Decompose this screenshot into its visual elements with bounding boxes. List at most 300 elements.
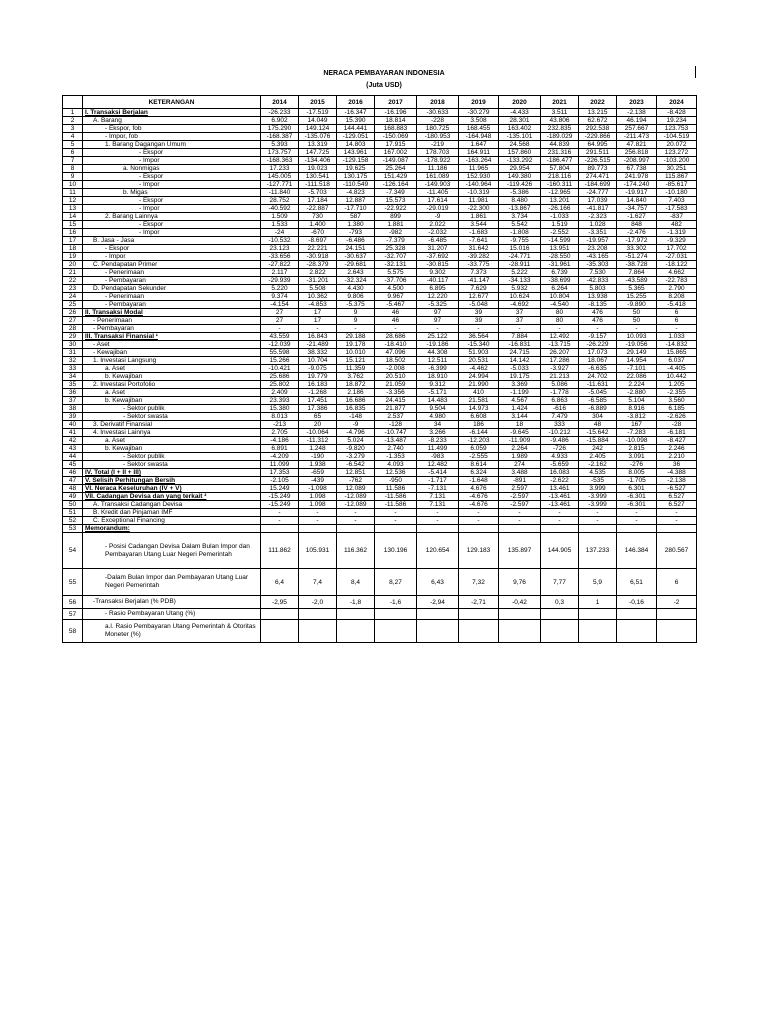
value-cell: -19.056 (617, 341, 657, 349)
value-cell: -1.033 (541, 213, 579, 221)
value-cell: -983 (417, 453, 459, 461)
value-cell: 13.938 (579, 293, 617, 301)
value-cell: -5.659 (541, 461, 579, 469)
value-cell: 28.301 (499, 117, 541, 125)
row-number: 37 (63, 397, 83, 405)
value-cell: 135.897 (499, 533, 541, 569)
value-cell: -208.997 (617, 157, 657, 165)
value-cell: -1.808 (499, 229, 541, 237)
row-label: - Penerimaan (83, 293, 261, 301)
row-label: 2. Barang Lainnya (83, 213, 261, 221)
value-cell: 2.815 (617, 445, 657, 453)
value-cell: 6,51 (617, 569, 657, 596)
value-cell (375, 620, 417, 643)
value-cell: -9 (417, 213, 459, 221)
value-cell: 5.393 (261, 141, 299, 149)
value-cell: 2.405 (579, 453, 617, 461)
value-cell: - (337, 325, 375, 333)
row-number: 10 (63, 181, 83, 189)
value-cell: 15.016 (499, 245, 541, 253)
value-cell: -7.349 (375, 189, 417, 197)
value-cell: -11.586 (375, 493, 417, 501)
value-cell: 11.586 (375, 485, 417, 493)
value-cell: 257.667 (617, 125, 657, 133)
value-cell: -8.135 (579, 301, 617, 309)
value-cell: 11.499 (417, 445, 459, 453)
value-cell: 4.500 (375, 285, 417, 293)
value-cell: - (499, 325, 541, 333)
table-row (63, 213, 697, 221)
value-cell: 9.374 (261, 293, 299, 301)
value-cell: 9.302 (417, 269, 459, 277)
row-label: B. Jasa - Jasa (83, 237, 261, 245)
row-number: 47 (63, 477, 83, 485)
value-cell: 11.359 (337, 365, 375, 373)
header-year: 2021 (541, 96, 579, 109)
row-number: 16 (63, 229, 83, 237)
row-label: Memorandum: (83, 525, 261, 533)
value-cell: 17.353 (261, 469, 299, 477)
value-cell: 18.872 (337, 381, 375, 389)
value-cell: -5.375 (337, 301, 375, 309)
row-number: 31 (63, 349, 83, 357)
value-cell: -31.961 (541, 261, 579, 269)
value-cell: 587 (337, 213, 375, 221)
row-number: 38 (63, 405, 83, 413)
value-cell (579, 609, 617, 620)
value-cell: 1.989 (499, 453, 541, 461)
value-cell: -26.229 (579, 341, 617, 349)
value-cell: -7.131 (417, 485, 459, 493)
value-cell: 12.887 (337, 197, 375, 205)
value-cell: -2.622 (541, 477, 579, 485)
table-row (63, 285, 697, 293)
row-label: - Ekspor (83, 149, 261, 157)
value-cell: 39 (459, 317, 499, 325)
value-cell: 482 (657, 221, 697, 229)
value-cell: -4.540 (541, 301, 579, 309)
value-cell: - (541, 509, 579, 517)
table-row (63, 477, 697, 485)
value-cell: -17.972 (617, 237, 657, 245)
value-cell: -439 (299, 477, 337, 485)
row-number: 27 (63, 317, 83, 325)
value-cell: 6.863 (541, 397, 579, 405)
value-cell: 18.814 (375, 117, 417, 125)
value-cell: -10.747 (375, 429, 417, 437)
value-cell: 24.715 (499, 349, 541, 357)
table-row (63, 125, 697, 133)
value-cell: -4.676 (459, 493, 499, 501)
value-cell: -104.519 (657, 133, 697, 141)
value-cell: -14.599 (541, 237, 579, 245)
row-label: a. Aset (83, 365, 261, 373)
header-year: 2014 (261, 96, 299, 109)
value-cell: 64.995 (579, 141, 617, 149)
value-cell: 12.220 (417, 293, 459, 301)
value-cell: 17.702 (657, 245, 697, 253)
value-cell: -5.418 (657, 301, 697, 309)
value-cell: -2,71 (459, 596, 499, 609)
value-cell: 28.752 (261, 197, 299, 205)
table-row (63, 501, 697, 509)
value-cell: 25.686 (261, 373, 299, 381)
value-cell: -33.656 (261, 253, 299, 261)
value-cell: 11.981 (459, 197, 499, 205)
value-cell: -9.157 (579, 333, 617, 341)
value-cell: - (375, 509, 417, 517)
value-cell: 24.702 (579, 373, 617, 381)
value-cell: -38.728 (617, 261, 657, 269)
value-cell: 17 (299, 317, 337, 325)
value-cell: 24.568 (499, 141, 541, 149)
value-cell: 5,9 (579, 569, 617, 596)
value-cell: 168.883 (375, 125, 417, 133)
value-cell: 1.033 (657, 333, 697, 341)
value-cell: -17.519 (299, 109, 337, 117)
row-label: - Sektor publik (83, 405, 261, 413)
value-cell: -51.274 (617, 253, 657, 261)
value-cell: -2,0 (299, 596, 337, 609)
value-cell: 9.806 (337, 293, 375, 301)
value-cell: -22.300 (459, 205, 499, 213)
value-cell: 6.059 (459, 445, 499, 453)
value-cell: 0,3 (541, 596, 579, 609)
value-cell: 899 (375, 213, 417, 221)
value-cell: 29.188 (337, 333, 375, 341)
header-keterangan: KETERANGAN (83, 96, 261, 109)
value-cell: -11.909 (499, 437, 541, 445)
value-cell: 29.954 (499, 165, 541, 173)
value-cell: -128 (375, 421, 417, 429)
value-cell: -18.122 (657, 261, 697, 269)
value-cell: 4.933 (541, 453, 579, 461)
value-cell: -11.405 (417, 189, 459, 197)
table-row (63, 133, 697, 141)
value-cell: 25.122 (417, 333, 459, 341)
value-cell: 20.510 (375, 373, 417, 381)
value-cell (459, 525, 499, 533)
table-row (63, 469, 697, 477)
header-year: 2023 (617, 96, 657, 109)
value-cell: - (541, 517, 579, 525)
table-row (63, 389, 697, 397)
value-cell: 25.328 (375, 245, 417, 253)
value-cell: 38.332 (299, 349, 337, 357)
table-row (63, 245, 697, 253)
value-cell: -229.866 (579, 133, 617, 141)
value-cell: - (417, 509, 459, 517)
table-row (63, 317, 697, 325)
value-cell: -6.585 (579, 397, 617, 405)
value-cell: -2.626 (657, 413, 697, 421)
value-cell: 11.099 (261, 461, 299, 469)
value-cell: -30.637 (337, 253, 375, 261)
value-cell: 15.865 (657, 349, 697, 357)
value-cell: -10.421 (261, 365, 299, 373)
value-cell (299, 620, 337, 643)
value-cell: 14.142 (499, 357, 541, 365)
value-cell: -15.340 (459, 341, 499, 349)
table-row (63, 333, 697, 341)
value-cell: -10.212 (541, 429, 579, 437)
row-number: 54 (63, 533, 83, 569)
row-label: a. Aset (83, 389, 261, 397)
value-cell: 232.835 (541, 125, 579, 133)
value-cell: 1.861 (459, 213, 499, 221)
value-cell: -5.467 (375, 301, 417, 309)
value-cell: - (375, 517, 417, 525)
value-cell: -16.347 (337, 109, 375, 117)
value-cell: -2.138 (617, 109, 657, 117)
value-cell: -6.542 (337, 461, 375, 469)
value-cell: 4.662 (657, 269, 697, 277)
row-number: 20 (63, 261, 83, 269)
value-cell (499, 525, 541, 533)
table-row (63, 229, 697, 237)
row-label: - Impor, fob (83, 133, 261, 141)
value-cell: 3.144 (499, 413, 541, 421)
value-cell: 1.424 (499, 405, 541, 413)
value-cell: 16.843 (299, 333, 337, 341)
value-cell: - (579, 509, 617, 517)
value-cell: 292.538 (579, 125, 617, 133)
row-label: - Ekspor, fob (83, 125, 261, 133)
value-cell: 16.183 (299, 381, 337, 389)
value-cell: 3.266 (417, 429, 459, 437)
table-row (63, 277, 697, 285)
value-cell: - (499, 509, 541, 517)
value-cell: -5.048 (459, 301, 499, 309)
value-cell: -34.133 (499, 277, 541, 285)
value-cell: -6.301 (617, 501, 657, 509)
value-cell: 46.194 (617, 117, 657, 125)
value-cell: -129.158 (337, 157, 375, 165)
value-cell: 12.089 (337, 485, 375, 493)
row-label: b. Migas (83, 189, 261, 197)
value-cell: -6.527 (657, 485, 697, 493)
table-row (63, 149, 697, 157)
value-cell: 50 (617, 309, 657, 317)
table-row (63, 189, 697, 197)
value-cell: 164.911 (459, 149, 499, 157)
table-row (63, 569, 697, 596)
value-cell: 123.753 (657, 125, 697, 133)
value-cell: -38.699 (541, 277, 579, 285)
value-cell: -6.635 (579, 365, 617, 373)
value-cell: 130.541 (299, 173, 337, 181)
value-cell: 50 (617, 317, 657, 325)
value-cell: 1.098 (299, 493, 337, 501)
table-row (63, 309, 697, 317)
value-cell: -12.089 (337, 501, 375, 509)
row-label: - Aset (83, 341, 261, 349)
value-cell: 12.677 (459, 293, 499, 301)
value-cell: 145.005 (261, 173, 299, 181)
value-cell (417, 525, 459, 533)
row-label: - Impor (83, 229, 261, 237)
value-cell: 1.509 (261, 213, 299, 221)
value-cell: 2.597 (499, 485, 541, 493)
value-cell: - (617, 517, 657, 525)
row-number: 14 (63, 213, 83, 221)
value-cell: 17 (299, 309, 337, 317)
value-cell: 22.221 (299, 245, 337, 253)
value-cell: 9.967 (375, 293, 417, 301)
row-label: D. Pendapatan Sekunder (83, 285, 261, 293)
row-label: 1. Barang Dagangan Umum (83, 141, 261, 149)
value-cell: 7,4 (299, 569, 337, 596)
table-row (63, 221, 697, 229)
table-row (63, 365, 697, 373)
value-cell: 274 (499, 461, 541, 469)
value-cell: 34 (417, 421, 459, 429)
value-cell: -27.822 (261, 261, 299, 269)
value-cell: 39 (459, 309, 499, 317)
value-cell: 143.961 (337, 149, 375, 157)
row-label: - Kewajiban (83, 349, 261, 357)
document-title: NERACA PEMBAYARAN INDONESIA (323, 70, 445, 77)
value-cell: -2.552 (541, 229, 579, 237)
value-cell: - (459, 517, 499, 525)
value-cell: - (657, 517, 697, 525)
row-label: A. Barang (83, 117, 261, 125)
value-cell: 476 (579, 309, 617, 317)
value-cell: 33.302 (617, 245, 657, 253)
value-cell: 97 (417, 309, 459, 317)
value-cell (617, 620, 657, 643)
value-cell: -140.964 (459, 181, 499, 189)
value-cell: 15.266 (261, 357, 299, 365)
value-cell: -6.301 (617, 493, 657, 501)
value-cell: -6.181 (657, 429, 697, 437)
value-cell: 47.821 (617, 141, 657, 149)
value-cell: -184.699 (579, 181, 617, 189)
value-cell: -11.586 (375, 501, 417, 509)
value-cell: 12.536 (375, 469, 417, 477)
value-cell: 6 (657, 309, 697, 317)
value-cell: 24.151 (337, 245, 375, 253)
value-cell (541, 620, 579, 643)
value-cell: 7.530 (579, 269, 617, 277)
value-cell: 115.867 (657, 173, 697, 181)
value-cell: -11.840 (261, 189, 299, 197)
value-cell: -160.311 (541, 181, 579, 189)
value-cell: -32.131 (375, 261, 417, 269)
value-cell: 6.527 (657, 493, 697, 501)
value-cell: 9,76 (499, 569, 541, 596)
value-cell: 256.818 (617, 149, 657, 157)
value-cell (499, 620, 541, 643)
value-cell: 242 (579, 445, 617, 453)
value-cell: -4.405 (657, 365, 697, 373)
value-cell: 21.213 (541, 373, 579, 381)
row-label: b. Kewajiban (83, 445, 261, 453)
value-cell: 12.511 (417, 357, 459, 365)
table-row (63, 421, 697, 429)
value-cell: - (261, 325, 299, 333)
row-number: 29 (63, 333, 83, 341)
value-cell: -110.549 (337, 181, 375, 189)
value-cell (375, 525, 417, 533)
value-cell: 123.272 (657, 149, 697, 157)
value-cell: -1.268 (299, 389, 337, 397)
header-row (63, 96, 697, 109)
row-label: - Rasio Pembayaran Utang (%) (83, 609, 261, 620)
value-cell: -4.186 (261, 437, 299, 445)
value-cell: -2.138 (657, 477, 697, 485)
value-cell: 5.222 (499, 269, 541, 277)
value-cell: -4.823 (337, 189, 375, 197)
table-row (63, 109, 697, 117)
value-cell: 15.380 (261, 405, 299, 413)
value-cell: 37 (499, 309, 541, 317)
value-cell: 21.877 (375, 405, 417, 413)
table-row (63, 517, 697, 525)
value-cell: -133.292 (499, 157, 541, 165)
value-cell: 173.757 (261, 149, 299, 157)
value-cell: 3.511 (541, 109, 579, 117)
value-cell: -8.427 (657, 437, 697, 445)
row-number: 52 (63, 517, 83, 525)
value-cell: -1.648 (459, 477, 499, 485)
value-cell: 51.903 (459, 349, 499, 357)
value-cell: -4.676 (459, 501, 499, 509)
value-cell: -1,6 (375, 596, 417, 609)
value-cell: 8,4 (337, 569, 375, 596)
value-cell: -41.817 (579, 205, 617, 213)
value-cell: 8.013 (261, 413, 299, 421)
value-cell: -1,8 (337, 596, 375, 609)
value-cell: 6 (657, 569, 697, 596)
table-row (63, 405, 697, 413)
value-cell: 19.023 (299, 165, 337, 173)
row-label: - Impor (83, 253, 261, 261)
value-cell: -4.154 (261, 301, 299, 309)
value-cell (579, 620, 617, 643)
value-cell: -793 (337, 229, 375, 237)
value-cell: -111.518 (299, 181, 337, 189)
value-cell: -33.775 (459, 261, 499, 269)
value-cell: 2.790 (657, 285, 697, 293)
header-year: 2019 (459, 96, 499, 109)
table-row (63, 205, 697, 213)
value-cell (375, 609, 417, 620)
row-number: 30 (63, 341, 83, 349)
value-cell (657, 525, 697, 533)
value-cell: 4.980 (417, 413, 459, 421)
value-cell: 43.806 (541, 117, 579, 125)
value-cell: 147.725 (299, 149, 337, 157)
value-cell: -135.076 (299, 133, 337, 141)
value-cell: - (337, 509, 375, 517)
value-cell (459, 620, 499, 643)
value-cell: -31.201 (299, 277, 337, 285)
row-number: 1 (63, 109, 83, 117)
value-cell: 14.049 (299, 117, 337, 125)
value-cell: - (617, 325, 657, 333)
value-cell: 9.312 (417, 381, 459, 389)
value-cell: -16.196 (375, 109, 417, 117)
row-number: 48 (63, 485, 83, 493)
value-cell: 1.938 (299, 461, 337, 469)
value-cell: 16.686 (337, 397, 375, 405)
value-cell: 274.471 (579, 173, 617, 181)
value-cell: -7.641 (459, 237, 499, 245)
value-cell: 10.362 (299, 293, 337, 301)
value-cell: 5.365 (617, 285, 657, 293)
value-cell: -5.325 (417, 301, 459, 309)
